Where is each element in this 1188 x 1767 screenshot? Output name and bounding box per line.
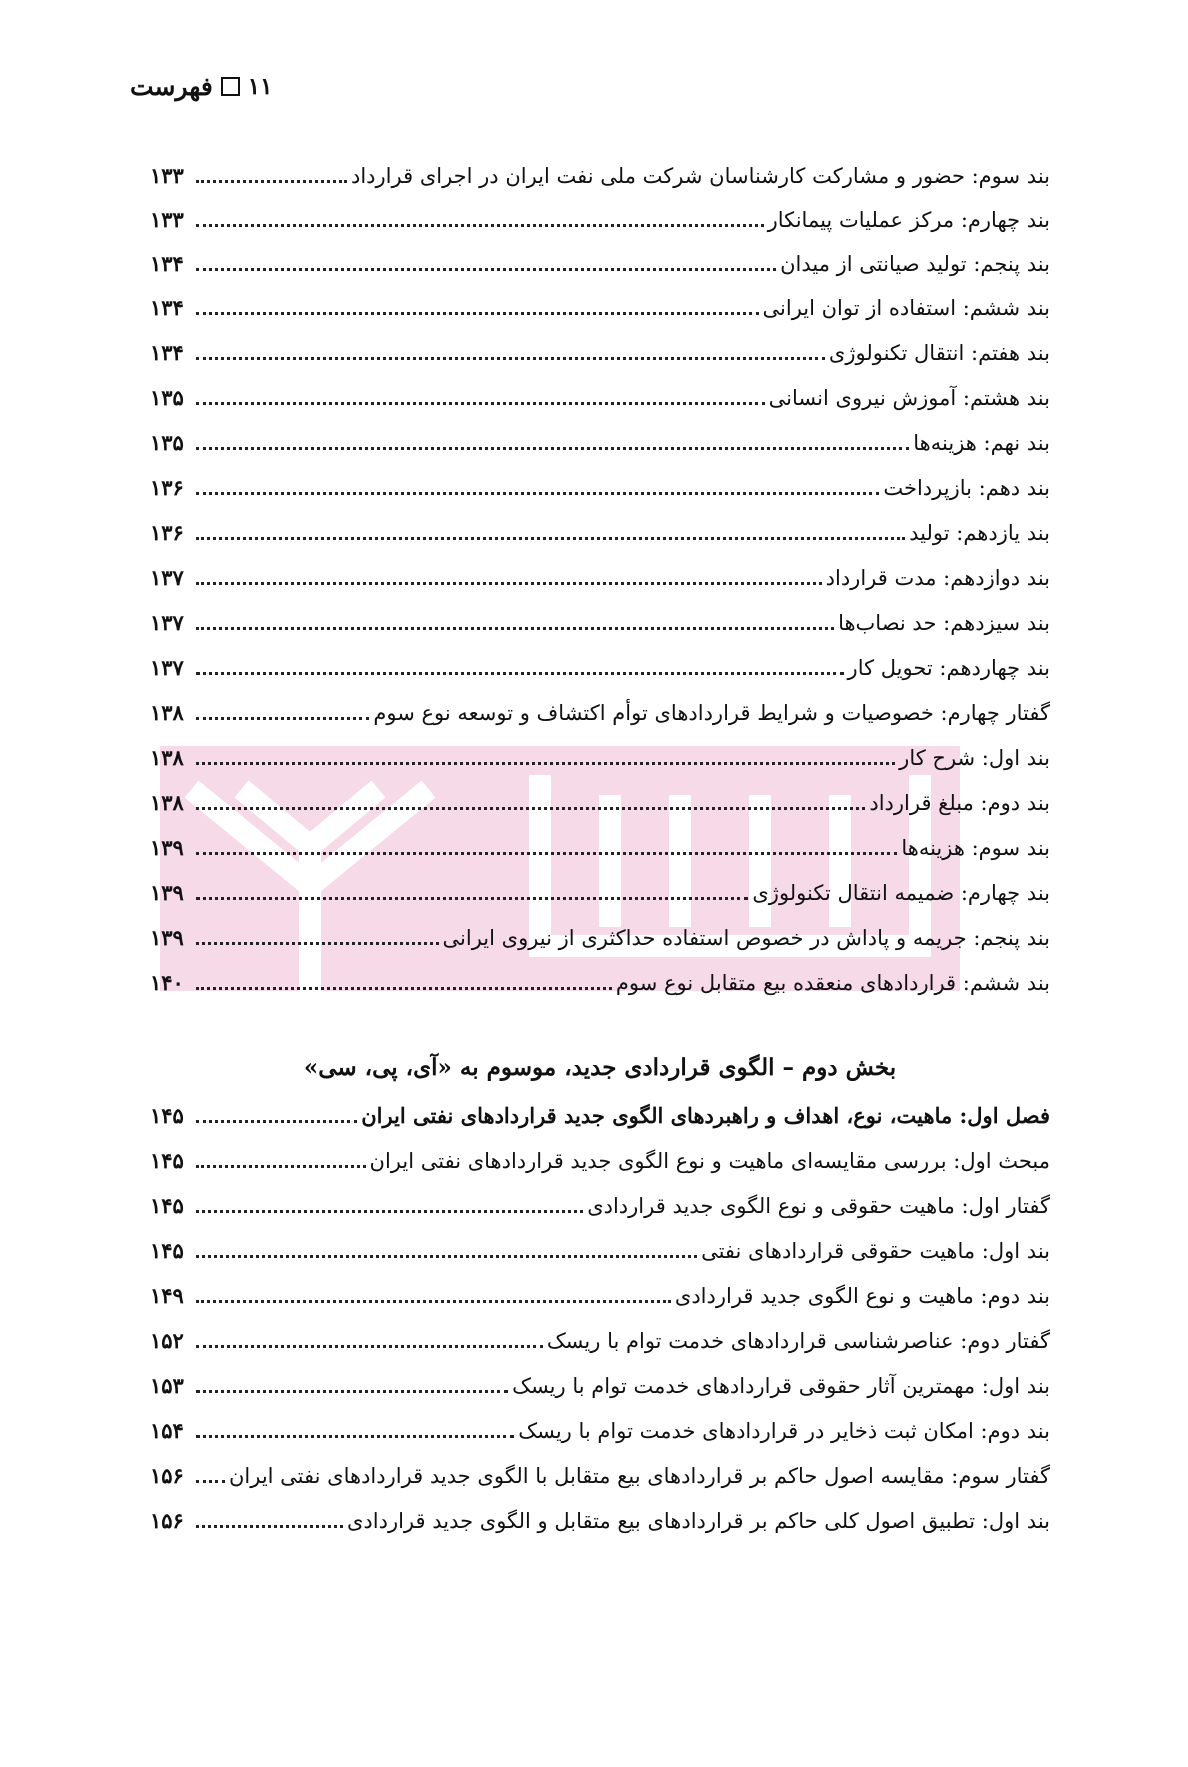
page-number: ۱۱	[247, 73, 273, 100]
toc-entry: بند اول: مهمترین آثار حقوقی قراردادهای خدمت توام با ریسک ۱۵۳	[150, 1373, 1050, 1398]
toc-entry: بند سوم: حضور و مشارکت کارشناسان شرکت ملی نفت ایران در اجرای قرارداد ۱۳۳	[150, 163, 1050, 188]
toc-entry: بند ششم: قراردادهای منعقده بیع متقابل نوع سوم ۱۴۰	[150, 970, 1050, 995]
toc-entry: بند اول: ماهیت حقوقی قراردادهای نفتی ۱۴۵	[150, 1238, 1050, 1263]
toc-entry: بند دهم: بازپرداخت ۱۳۶	[150, 475, 1050, 500]
toc-entry: بند چهارم: ضمیمه انتقال تکنولوژی ۱۳۹	[150, 880, 1050, 905]
toc-entry: بند دوم: ماهیت و نوع الگوی جدید قراردادی ۱۴۹	[150, 1283, 1050, 1308]
toc-entry: بند چهارم: مرکز عملیات پیمانکار ۱۳۳	[150, 207, 1050, 232]
toc-entry: بند یازدهم: تولید ۱۳۶	[150, 520, 1050, 545]
toc-entry: بند ششم: استفاده از توان ایرانی ۱۳۴	[150, 295, 1050, 320]
section-heading: بخش دوم – الگوی قراردادی جدید، موسوم به «آی، پی، سی»	[303, 1054, 897, 1081]
toc-entry: بند دوم: مبلغ قرارداد ۱۳۸	[150, 790, 1050, 815]
toc-entry: مبحث اول: بررسی مقایسه‌ای ماهیت و نوع الگوی جدید قراردادهای نفتی ایران ۱۴۵	[150, 1148, 1050, 1173]
toc-entry: بند پنجم: تولید صیانتی از میدان ۱۳۴	[150, 251, 1050, 276]
toc-entry: بند سیزدهم: حد نصاب‌ها ۱۳۷	[150, 610, 1050, 635]
toc-entry: بند هفتم: انتقال تکنولوژی ۱۳۴	[150, 340, 1050, 365]
toc-entry-chapter: فصل اول: ماهیت، نوع، اهداف و راهبردهای الگوی جدید قراردادهای نفتی ایران ۱۴۵	[150, 1103, 1050, 1128]
toc-entry: بند هشتم: آموزش نیروی انسانی ۱۳۵	[150, 385, 1050, 410]
toc-entry: گفتار دوم: عناصرشناسی قراردادهای خدمت توام با ریسک ۱۵۲	[150, 1328, 1050, 1353]
toc-entry: بند سوم: هزینه‌ها ۱۳۹	[150, 835, 1050, 860]
page-title: فهرست	[130, 72, 213, 101]
toc-entry: بند پنجم: جریمه و پاداش در خصوص استفاده حداکثری از نیروی ایرانی ۱۳۹	[150, 925, 1050, 950]
toc-entry: بند دوازدهم: مدت قرارداد ۱۳۷	[150, 565, 1050, 590]
toc-entry: گفتار سوم: مقایسه اصول حاکم بر قراردادهای بیع متقابل با الگوی جدید قراردادهای نفتی ایران ۱۵۶	[150, 1463, 1050, 1488]
toc-entry: گفتار چهارم: خصوصیات و شرایط قراردادهای توأم اکتشاف و توسعه نوع سوم ۱۳۸	[150, 700, 1050, 725]
square-icon	[221, 77, 240, 96]
toc-entry: بند اول: شرح کار ۱۳۸	[150, 745, 1050, 770]
toc-entry: بند دوم: امکان ثبت ذخایر در قراردادهای خدمت توام با ریسک ۱۵۴	[150, 1418, 1050, 1443]
page-header	[130, 72, 272, 101]
toc-entry: بند چهاردهم: تحویل کار ۱۳۷	[150, 655, 1050, 680]
toc-entry: بند نهم: هزینه‌ها ۱۳۵	[150, 430, 1050, 455]
toc-entry: بند اول: تطبیق اصول کلی حاکم بر قراردادهای بیع متقابل و الگوی جدید قراردادی ۱۵۶	[150, 1508, 1050, 1533]
toc-entry: گفتار اول: ماهیت حقوقی و نوع الگوی جدید قراردادی ۱۴۵	[150, 1193, 1050, 1218]
